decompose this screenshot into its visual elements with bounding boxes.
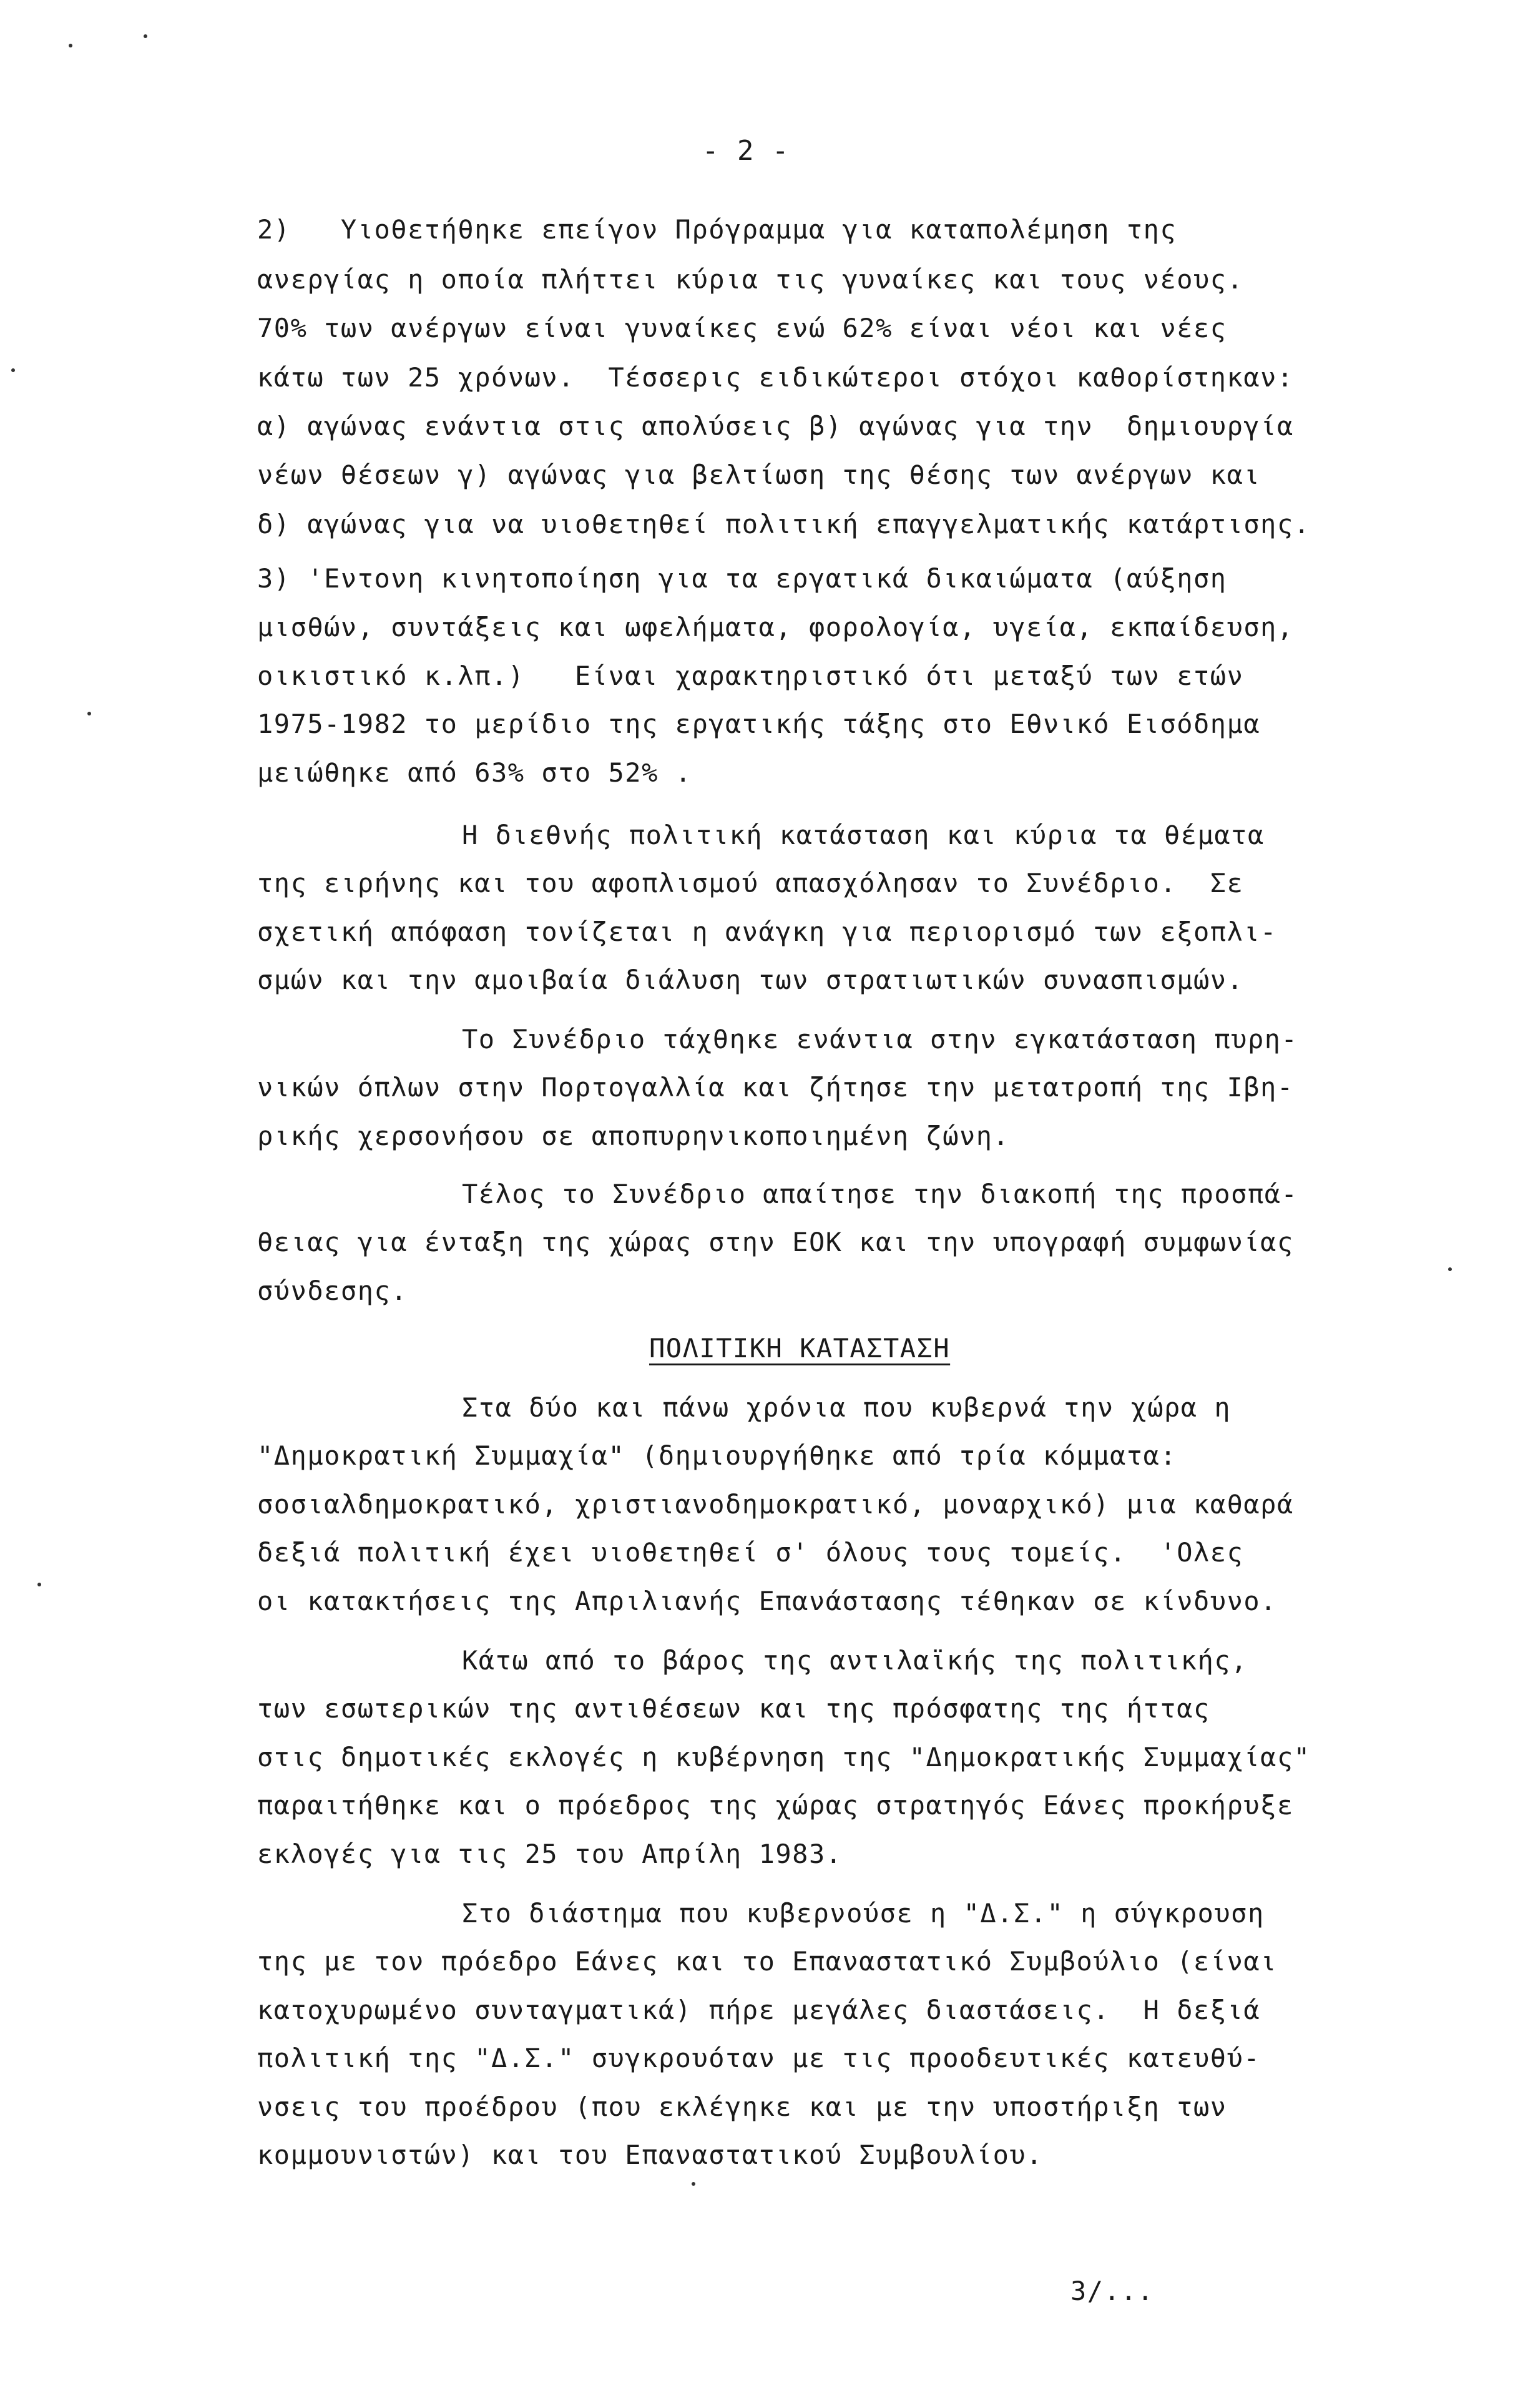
text-line: "Δημοκρατική Συμμαχία" (δημιουργήθηκε από τρία κόμματα:	[257, 1440, 1177, 1471]
scan-speck	[1448, 1267, 1452, 1271]
text-line: νικών όπλων στην Πορτογαλλία και ζήτησε την μετατροπή της Ιβη-	[257, 1072, 1294, 1103]
text-line: α) αγώνας ενάντια στις απολύσεις β) αγώνας για την δημιουργία	[257, 411, 1294, 441]
scan-speck	[144, 34, 147, 38]
text-line: της ειρήνης και του αφοπλισμού απασχόλησαν το Συνέδριο. Σε	[257, 868, 1244, 898]
text-line: Τέλος το Συνέδριο απαίτησε την διακοπή της προσπά-	[462, 1179, 1298, 1209]
text-line: 2) Υιοθετήθηκε επείγον Πρόγραμμα για καταπολέμηση της	[257, 214, 1177, 245]
text-line: Κάτω από το βάρος της αντιλαϊκής της πολιτικής,	[462, 1645, 1248, 1676]
scan-speck	[692, 2182, 695, 2186]
text-line: 70% των ανέργων είναι γυναίκες ενώ 62% είναι νέοι και νέες	[257, 313, 1227, 343]
text-line: Στο διάστημα που κυβερνούσε η "Δ.Σ." η σύγκρουση	[462, 1898, 1265, 1929]
page-continuation: 3/...	[1070, 2276, 1154, 2306]
text-line: παραιτήθηκε και ο πρόεδρος της χώρας στρατηγός Εάνες προκήρυξε	[257, 1790, 1294, 1821]
scan-speck	[69, 44, 72, 47]
text-line: οικιστικό κ.λπ.) Είναι χαρακτηριστικό ότι μεταξύ των ετών	[257, 661, 1244, 691]
text-line: κάτω των 25 χρόνων. Τέσσερις ειδικώτεροι στόχοι καθορίστηκαν:	[257, 362, 1294, 393]
text-line: σχετική απόφαση τονίζεται η ανάγκη για περιορισμό των εξοπλι-	[257, 917, 1277, 947]
text-line: θειας για ένταξη της χώρας στην ΕΟΚ και την υπογραφή συμφωνίας	[257, 1227, 1294, 1257]
text-line: Στα δύο και πάνω χρόνια που κυβερνά την χώρα η	[462, 1392, 1232, 1423]
text-line: νέων θέσεων γ) αγώνας για βελτίωση της θέσης των ανέργων και	[257, 459, 1261, 490]
text-line: μειώθηκε από 63% στο 52% .	[257, 757, 692, 788]
text-line: 1975-1982 το μερίδιο της εργατικής τάξης στο Εθνικό Εισόδημα	[257, 709, 1261, 739]
text-line: δ) αγώνας για να υιοθετηθεί πολιτική επαγγελματικής κατάρτισης.	[257, 509, 1311, 539]
section-heading: ΠΟΛΙΤΙΚΗ ΚΑΤΑΣΤΑΣΗ	[649, 1333, 951, 1364]
text-line: ανεργίας η οποία πλήττει κύρια τις γυναίκες και τους νέους.	[257, 264, 1244, 295]
text-line: εκλογές για τις 25 του Απρίλη 1983.	[257, 1839, 843, 1869]
text-line: κομμουνιστών) και του Επαναστατικού Συμβουλίου.	[257, 2140, 1043, 2170]
text-line: οι κατακτήσεις της Απριλιανής Επανάστασης τέθηκαν σε κίνδυνο.	[257, 1586, 1277, 1616]
text-line: σοσιαλδημοκρατικό, χριστιανοδημοκρατικό, μοναρχικό) μια καθαρά	[257, 1489, 1294, 1520]
text-line: δεξιά πολιτική έχει υιοθετηθεί σ' όλους τους τομείς. 'Ολες	[257, 1537, 1244, 1568]
text-line: Η διεθνής πολιτική κατάσταση και κύρια τα θέματα	[462, 820, 1265, 850]
text-line: της με τον πρόεδρο Εάνες και το Επαναστατικό Συμβούλιο (είναι	[257, 1946, 1277, 1977]
text-line: στις δημοτικές εκλογές η κυβέρνηση της "Δημοκρατικής Συμμαχίας"	[257, 1742, 1311, 1772]
text-line: κατοχυρωμένο συνταγματικά) πήρε μεγάλες διαστάσεις. Η δεξιά	[257, 1995, 1261, 2025]
text-line: σύνδεσης.	[257, 1275, 408, 1306]
text-line: Το Συνέδριο τάχθηκε ενάντια στην εγκατάσταση πυρη-	[462, 1024, 1298, 1054]
scan-speck	[37, 1583, 41, 1586]
scan-speck	[87, 712, 91, 715]
text-line: πολιτική της "Δ.Σ." συγκρουόταν με τις προοδευτικές κατευθύ-	[257, 2043, 1261, 2073]
text-line: νσεις του προέδρου (που εκλέγηκε και με την υποστήριξη των	[257, 2091, 1227, 2122]
text-line: μισθών, συντάξεις και ωφελήματα, φορολογία, υγεία, εκπαίδευση,	[257, 612, 1294, 642]
page-number: - 2 -	[702, 135, 790, 167]
text-line: σμών και την αμοιβαία διάλυση των στρατιωτικών συνασπισμών.	[257, 965, 1244, 995]
text-line: 3) 'Εντονη κινητοποίηση για τα εργατικά δικαιώματα (αύξηση	[257, 563, 1227, 594]
scan-speck	[11, 368, 15, 372]
text-line: των εσωτερικών της αντιθέσεων και της πρόσφατης της ήττας	[257, 1693, 1210, 1724]
text-line: ρικής χερσονήσου σε αποπυρηνικοποιημένη ζώνη.	[257, 1121, 1010, 1151]
